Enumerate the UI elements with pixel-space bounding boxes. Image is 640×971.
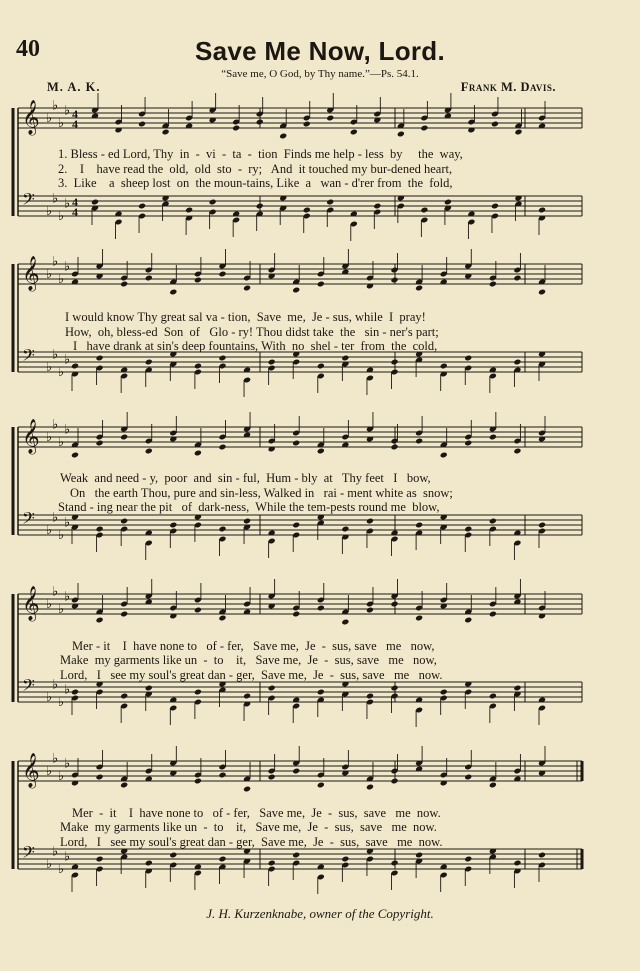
note-head: [145, 275, 153, 282]
note-head: [391, 277, 399, 284]
flat-sign-icon: ♭: [52, 584, 59, 600]
lyric-line: Lord, I see my soul's great dan - ger, Save me, Je - sus, save me now.: [60, 668, 443, 682]
treble-clef-icon: 𝄞: [22, 100, 40, 135]
note-head: [218, 526, 226, 533]
note-head: [96, 856, 104, 863]
lyric-line: I would know Thy great sal va - tion, Save me, Je - sus, while I pray!: [65, 310, 426, 324]
note-head: [373, 203, 381, 210]
note-head: [464, 774, 472, 781]
note-head: [194, 607, 202, 614]
note-head: [341, 355, 349, 362]
flat-sign-icon: ♭: [64, 682, 71, 698]
note-head: [420, 125, 428, 132]
treble-clef-icon: 𝄞: [22, 256, 40, 291]
note-head: [256, 203, 264, 210]
flat-sign-icon: ♭: [46, 764, 53, 779]
treble-clef-icon: 𝄞: [22, 586, 40, 621]
copyright-notice: J. H. Kurzenknabe, owner of the Copyright.: [206, 906, 434, 921]
lyric-line: Lord, I see my soul's great dan - ger, Save me, Je - sus, save me now.: [60, 835, 443, 849]
note-head: [415, 615, 423, 622]
note-head: [513, 359, 521, 366]
note-head: [71, 363, 79, 370]
note-head: [292, 440, 300, 447]
flat-sign-icon: ♭: [64, 422, 71, 438]
flat-sign-icon: ♭: [58, 116, 65, 131]
lyric-line: Make my garments like un - to it, Save me, Je - sus, save me now,: [60, 653, 437, 667]
note-head: [350, 129, 358, 136]
note-head: [326, 115, 334, 122]
note-head: [194, 778, 202, 785]
flat-sign-icon: ♭: [64, 196, 71, 212]
note-head: [232, 125, 240, 132]
note-head: [391, 778, 399, 785]
lyric-line: How, oh, bless-ed Son of Glo - ry! Thou didst take the sin - ner's part;: [65, 325, 439, 339]
note-head: [169, 289, 177, 296]
note-head: [391, 685, 399, 692]
note-head: [440, 452, 448, 459]
note-head: [341, 619, 349, 626]
note-head: [96, 774, 104, 781]
note-head: [268, 860, 276, 867]
flat-sign-icon: ♭: [58, 862, 65, 877]
note-head: [194, 450, 202, 457]
note-head: [292, 287, 300, 294]
lyric-line: Weak and need - y, poor and sin - ful, Hum - bly at Thy feet I bow,: [60, 471, 431, 485]
note-head: [218, 615, 226, 622]
flat-sign-icon: ♭: [52, 510, 59, 526]
flat-sign-icon: ♭: [64, 352, 71, 368]
flat-sign-icon: ♭: [52, 254, 59, 270]
bass-clef-icon: 𝄢: [22, 675, 35, 699]
note-head: [169, 522, 177, 529]
flat-sign-icon: ♭: [46, 690, 53, 705]
flat-sign-icon: ♭: [64, 849, 71, 865]
note-head: [145, 860, 153, 867]
flat-sign-icon: ♭: [52, 844, 59, 860]
note-head: [138, 203, 146, 210]
flat-sign-icon: ♭: [46, 111, 53, 126]
note-head: [317, 689, 325, 696]
flat-sign-icon: ♭: [64, 515, 71, 531]
note-head: [513, 860, 521, 867]
note-head: [366, 607, 374, 614]
note-head: [218, 355, 226, 362]
note-head: [464, 617, 472, 624]
lyric-line: Stand - ing near the pit of dark-ness, While the tem-pests round me blow,: [58, 500, 440, 514]
note-head: [145, 448, 153, 455]
note-head: [317, 363, 325, 370]
note-head: [391, 860, 399, 867]
note-head: [415, 522, 423, 529]
note-head: [292, 768, 300, 775]
note-head: [71, 689, 79, 696]
note-head: [464, 526, 472, 533]
note-head: [326, 199, 334, 206]
note-head: [120, 611, 128, 618]
flat-sign-icon: ♭: [46, 204, 53, 219]
note-head: [514, 129, 522, 136]
note-head: [145, 359, 153, 366]
note-head: [464, 856, 472, 863]
note-head: [256, 119, 264, 126]
note-head: [218, 856, 226, 863]
note-head: [96, 617, 104, 624]
note-head: [268, 685, 276, 692]
flat-sign-icon: ♭: [64, 589, 71, 605]
note-head: [185, 207, 193, 214]
treble-clef-icon: 𝄞: [22, 753, 40, 788]
note-head: [391, 601, 399, 608]
note-head: [218, 271, 226, 278]
lyricist-credit: M. A. K.: [47, 80, 101, 94]
flat-sign-icon: ♭: [58, 695, 65, 710]
flat-sign-icon: ♭: [46, 857, 53, 872]
flat-sign-icon: ♭: [64, 756, 71, 772]
note-head: [538, 289, 546, 296]
note-head: [145, 685, 153, 692]
time-signature-bottom: 4: [72, 205, 78, 219]
treble-clef-icon: 𝄞: [22, 419, 40, 454]
note-head: [96, 355, 104, 362]
time-signature-bottom: 4: [72, 117, 78, 131]
note-head: [444, 199, 452, 206]
flat-sign-icon: ♭: [52, 677, 59, 693]
flat-sign-icon: ♭: [58, 365, 65, 380]
note-head: [489, 281, 497, 288]
note-head: [538, 522, 546, 529]
note-head: [440, 363, 448, 370]
note-head: [489, 611, 497, 618]
note-head: [415, 852, 423, 859]
flat-sign-icon: ♭: [64, 103, 71, 119]
note-head: [209, 199, 217, 206]
note-head: [91, 199, 99, 206]
flat-sign-icon: ♭: [46, 430, 53, 445]
lyric-line: I have drank at sin's deep fountains, With no shel - ter from the cold,: [73, 339, 438, 353]
lyric-line: Make my garments like un - to it, Save me, Je - sus, save me now.: [60, 820, 437, 834]
flat-sign-icon: ♭: [64, 259, 71, 275]
lyric-line: 3. Like a sheep lost on the moun-tains, Like a wan - d'rer from the fold,: [58, 176, 453, 190]
note-head: [538, 852, 546, 859]
flat-sign-icon: ♭: [46, 597, 53, 612]
note-head: [279, 133, 287, 140]
note-head: [366, 518, 374, 525]
note-head: [162, 129, 170, 136]
note-head: [218, 444, 226, 451]
note-head: [489, 693, 497, 700]
flat-sign-icon: ♭: [52, 191, 59, 207]
note-head: [194, 363, 202, 370]
note-head: [366, 784, 374, 791]
note-head: [489, 518, 497, 525]
note-head: [366, 693, 374, 700]
hymn-title: Save Me Now, Lord.: [194, 36, 446, 66]
bass-clef-icon: 𝄢: [22, 189, 35, 213]
note-head: [415, 438, 423, 445]
note-head: [303, 207, 311, 214]
flat-sign-icon: ♭: [52, 751, 59, 767]
note-head: [397, 131, 405, 138]
note-head: [513, 448, 521, 455]
note-head: [120, 693, 128, 700]
note-head: [218, 772, 226, 779]
note-head: [464, 355, 472, 362]
note-head: [489, 434, 497, 441]
note-head: [341, 856, 349, 863]
flat-sign-icon: ♭: [58, 602, 65, 617]
time-signature-top: 4: [72, 195, 78, 209]
flat-sign-icon: ♭: [58, 209, 65, 224]
flat-sign-icon: ♭: [52, 347, 59, 363]
note-head: [268, 774, 276, 781]
note-head: [513, 685, 521, 692]
note-head: [120, 434, 128, 441]
note-head: [120, 518, 128, 525]
note-head: [317, 448, 325, 455]
note-head: [317, 281, 325, 288]
note-head: [420, 207, 428, 214]
note-head: [194, 689, 202, 696]
note-head: [268, 359, 276, 366]
note-head: [169, 852, 177, 859]
lyric-line: 2. I have read the old, old sto - ry; And it touched my bur-dened heart,: [58, 162, 453, 176]
lyric-line: 1. Bless - ed Lord, Thy in - vi - ta - tion Finds me help - less by the way,: [58, 147, 463, 161]
note-head: [243, 786, 251, 793]
note-head: [243, 285, 251, 292]
note-head: [303, 121, 311, 128]
flat-sign-icon: ♭: [52, 417, 59, 433]
note-head: [317, 782, 325, 789]
lyric-line: Mer - it I have none to of - fer, Save me, Je - sus, save me now,: [72, 639, 435, 653]
note-head: [391, 359, 399, 366]
lyric-line: Mer - it I have none to of - fer, Save me, Je - sus, save me now.: [72, 806, 441, 820]
note-head: [538, 207, 546, 214]
bass-clef-icon: 𝄢: [22, 345, 35, 369]
flat-sign-icon: ♭: [58, 272, 65, 287]
composer-credit: Frank M. Davis.: [460, 80, 556, 94]
note-head: [138, 121, 146, 128]
note-head: [440, 689, 448, 696]
lyric-line: On the earth Thou, pure and sin-less, Walked in rai - ment white as snow;: [70, 486, 453, 500]
flat-sign-icon: ♭: [52, 98, 59, 114]
note-head: [96, 526, 104, 533]
note-head: [317, 605, 325, 612]
flat-sign-icon: ♭: [58, 435, 65, 450]
bass-clef-icon: 𝄢: [22, 842, 35, 866]
note-head: [292, 852, 300, 859]
flat-sign-icon: ♭: [46, 267, 53, 282]
note-head: [243, 693, 251, 700]
time-signature-top: 4: [72, 107, 78, 121]
note-head: [464, 440, 472, 447]
bass-clef-icon: 𝄢: [22, 508, 35, 532]
note-head: [491, 203, 499, 210]
note-head: [415, 285, 423, 292]
scripture-epigraph: “Save me, O God, by Thy name.”—Ps. 54.1.: [221, 68, 419, 80]
note-head: [120, 281, 128, 288]
flat-sign-icon: ♭: [46, 523, 53, 538]
note-head: [391, 444, 399, 451]
page-number: 40: [16, 36, 40, 62]
note-head: [71, 452, 79, 459]
note-head: [292, 611, 300, 618]
note-head: [491, 121, 499, 128]
note-head: [513, 275, 521, 282]
note-head: [194, 277, 202, 284]
note-head: [120, 782, 128, 789]
flat-sign-icon: ♭: [46, 360, 53, 375]
note-head: [243, 518, 251, 525]
note-head: [292, 522, 300, 529]
flat-sign-icon: ♭: [58, 769, 65, 784]
note-head: [96, 440, 104, 447]
flat-sign-icon: ♭: [58, 528, 65, 543]
note-head: [341, 526, 349, 533]
note-head: [489, 782, 497, 789]
